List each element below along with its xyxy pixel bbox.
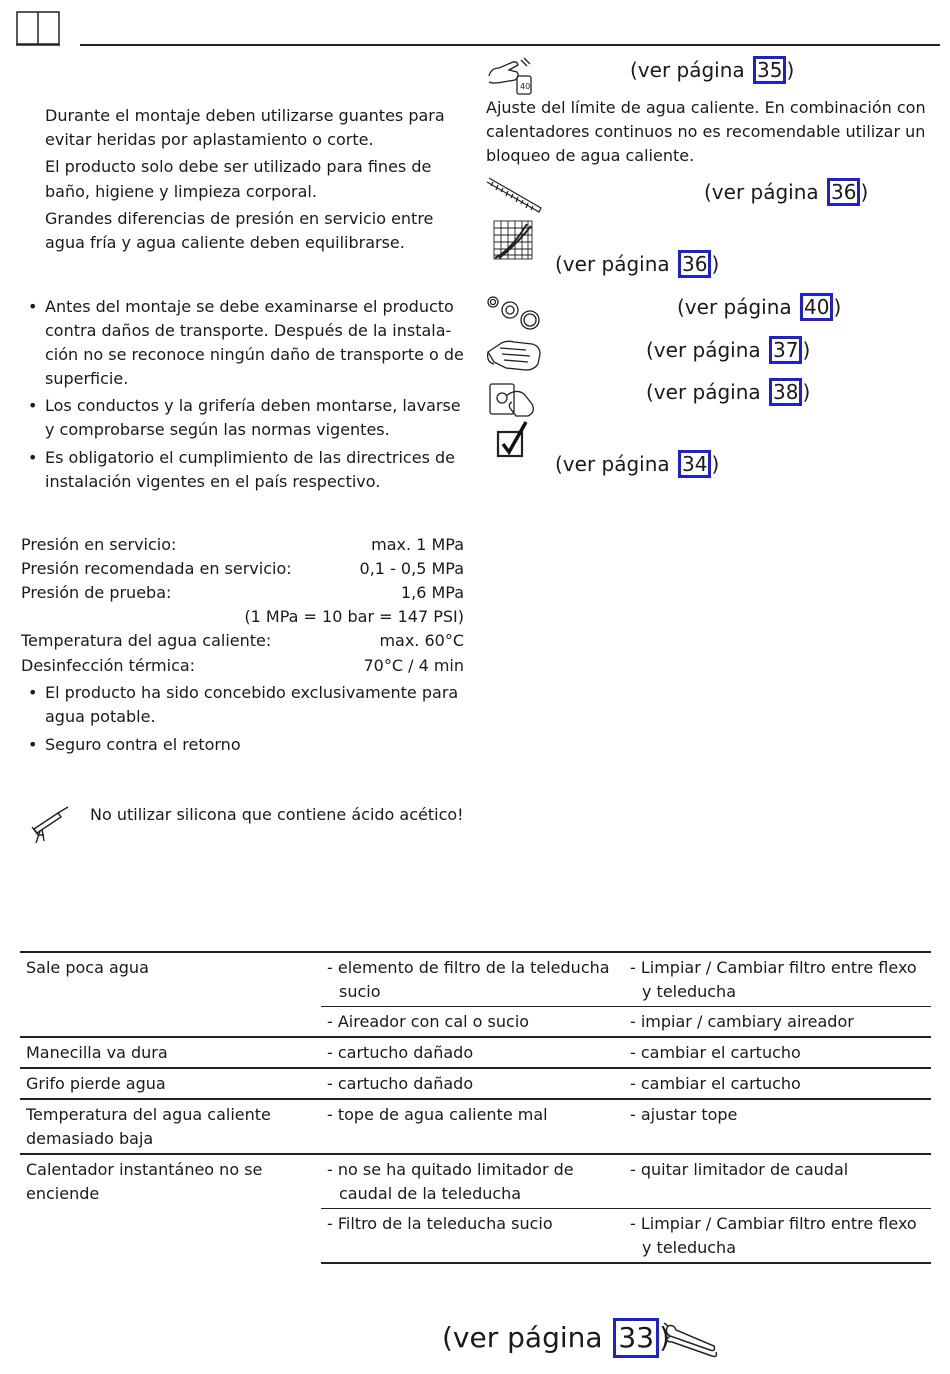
page-ref-prefix: (ver página	[677, 295, 799, 319]
dash: -	[630, 1012, 641, 1031]
problem-text: Sale poca agua	[26, 958, 149, 977]
cause-cell	[321, 1099, 624, 1154]
dash: -	[630, 958, 641, 977]
remedy-cell	[624, 1099, 931, 1154]
cause-text	[327, 1010, 618, 1034]
page-ref-prefix: (ver página	[646, 338, 768, 362]
tech-value: (1 MPa = 10 bar = 147 PSI)	[244, 607, 464, 626]
svg-text:40: 40	[520, 82, 531, 91]
page-number-link[interactable]: 40	[800, 293, 833, 321]
dash: -	[630, 1074, 641, 1093]
remedy-cell	[624, 1037, 931, 1068]
note-line: superficie.	[45, 369, 129, 388]
remedy-line: Limpiar / Cambiar filtro entre flexo	[640, 1214, 917, 1233]
wrench-icon	[662, 1320, 720, 1360]
safety-line: agua fría y agua caliente deben equilibrarse.	[45, 233, 405, 252]
problem-cell	[20, 1037, 321, 1068]
dash: -	[630, 1160, 641, 1179]
page-ref-38[interactable]	[646, 378, 810, 406]
hot-water-text: bloqueo de agua caliente.	[486, 146, 695, 165]
tech-note-line: agua potable.	[45, 707, 156, 726]
bullet: •	[28, 396, 38, 415]
note-line: ción no se reconoce ningún daño de transporte o de	[45, 345, 464, 364]
page-ref-prefix: (ver página	[555, 452, 677, 476]
note-line: Antes del montaje se debe examinarse el producto	[45, 297, 454, 316]
tech-label: Presión recomendada en servicio:	[21, 559, 292, 578]
cause-text	[327, 1158, 618, 1182]
cause-line: Filtro de la teleducha sucio	[337, 1214, 553, 1233]
tech-note-line: Seguro contra el retorno	[45, 735, 241, 754]
page-number-link[interactable]: 35	[753, 56, 786, 84]
cause-line: no se ha quitado limitador de	[337, 1160, 574, 1179]
dash: -	[327, 1105, 338, 1124]
problem-text: Grifo pierde agua	[26, 1074, 166, 1093]
dash: -	[630, 1214, 641, 1233]
thermostat-hand-icon	[487, 56, 535, 98]
cause-cell	[321, 1154, 624, 1209]
remedy-text	[630, 980, 925, 1004]
tech-label: Presión de prueba:	[21, 583, 172, 602]
cause-line: cartucho dañado	[337, 1043, 474, 1062]
cause-cell	[321, 1007, 624, 1038]
bullet: •	[28, 735, 38, 754]
dash: -	[327, 1214, 338, 1233]
page-ref-prefix: (ver página	[704, 180, 826, 204]
remedy-line: y teleducha	[642, 1238, 736, 1257]
dash: -	[327, 1012, 338, 1031]
cause-text	[327, 1103, 618, 1127]
cause-line: sucio	[339, 982, 381, 1001]
safety-line: El producto solo debe ser utilizado para fines de	[45, 157, 432, 176]
table-row	[20, 1154, 931, 1209]
page-ref-suffix: )	[711, 252, 720, 276]
remedy-text	[630, 956, 925, 980]
silicone-gun-icon	[28, 805, 72, 845]
hot-water-text: calentadores continuos no es recomendable utilizar un	[486, 122, 926, 141]
page-number-link[interactable]: 36	[827, 178, 860, 206]
page-ref-prefix: (ver página	[646, 380, 768, 404]
remedy-line: cambiar el cartucho	[640, 1043, 801, 1062]
cause-cell	[321, 1037, 624, 1068]
page-ref-suffix: )	[860, 180, 869, 204]
bullet: •	[28, 448, 38, 467]
page-ref-suffix: )	[802, 380, 811, 404]
note-line: Los conductos y la grifería deben montarse, lavarse	[45, 396, 461, 415]
page-ref-prefix: (ver página	[555, 252, 677, 276]
tech-label: Presión en servicio:	[21, 535, 177, 554]
remedy-text	[630, 1158, 925, 1182]
dash: -	[630, 1043, 641, 1062]
remedy-line: Limpiar / Cambiar filtro entre flexo	[640, 958, 917, 977]
silicone-warning: No utilizar silicona que contiene ácido acético!	[90, 805, 464, 824]
remedy-text	[630, 1041, 925, 1065]
remedy-text	[630, 1072, 925, 1096]
table-row	[20, 1068, 931, 1099]
tech-note-line: El producto ha sido concebido exclusivamente para	[45, 683, 459, 702]
remedy-line: quitar limitador de caudal	[640, 1160, 849, 1179]
cause-line: Aireador con cal o sucio	[337, 1012, 530, 1031]
note-line: instalación vigentes en el país respectivo.	[45, 472, 381, 491]
remedy-cell	[624, 1068, 931, 1099]
dash: -	[327, 958, 338, 977]
table-row	[20, 1099, 931, 1154]
cause-line: cartucho dañado	[337, 1074, 474, 1093]
page-ref-suffix: )	[711, 452, 720, 476]
remedy-line: cambiar el cartucho	[640, 1074, 801, 1093]
table-row	[20, 1037, 931, 1068]
spare-parts-icon	[486, 294, 542, 332]
page-ref-35[interactable]	[630, 56, 794, 84]
safety-line: evitar heridas por aplastamiento o corte.	[45, 130, 374, 149]
tech-label: Desinfección térmica:	[21, 656, 196, 675]
hot-water-text: Ajuste del límite de agua caliente. En combinación con	[486, 98, 926, 117]
remedy-cell	[624, 1154, 931, 1209]
cause-line: caudal de la teleducha	[339, 1184, 522, 1203]
note-line: Es obligatorio el cumplimiento de las directrices de	[45, 448, 455, 467]
problem-text: demasiado baja	[26, 1129, 154, 1148]
problem-cell	[20, 1068, 321, 1099]
tech-value: 70°C / 4 min	[363, 656, 464, 675]
problem-text: Calentador instantáneo no se	[26, 1160, 263, 1179]
tech-label: Temperatura del agua caliente:	[21, 631, 272, 650]
safety-line: Grandes diferencias de presión en servicio entre	[45, 209, 434, 228]
dash: -	[327, 1043, 338, 1062]
page-ref-suffix: )	[659, 1321, 670, 1354]
problem-text: Manecilla va dura	[26, 1043, 168, 1062]
safety-line: Durante el montaje deben utilizarse guantes para	[45, 106, 445, 125]
page-ref-36[interactable]	[704, 178, 868, 206]
page-number-link[interactable]: 37	[769, 336, 802, 364]
cause-line: tope de agua caliente mal	[337, 1105, 548, 1124]
remedy-cell	[624, 952, 931, 1007]
problem-cell	[20, 952, 321, 1037]
page-ref-suffix: )	[802, 338, 811, 362]
dash: -	[630, 1105, 641, 1124]
remedy-text	[630, 1212, 925, 1236]
bullet: •	[28, 683, 38, 702]
page-number-link[interactable]: 36	[678, 250, 711, 278]
page-ref-suffix: )	[833, 295, 842, 319]
cleaning-hand-icon	[486, 334, 544, 374]
page-ref-33[interactable]	[442, 1318, 670, 1358]
remedy-cell	[624, 1209, 931, 1264]
page-ref-prefix: (ver página	[630, 58, 752, 82]
tech-value: max. 1 MPa	[371, 535, 464, 554]
cause-cell	[321, 1209, 624, 1264]
ruler-icon	[485, 178, 543, 218]
cause-cell	[321, 1068, 624, 1099]
problem-cell	[20, 1099, 321, 1154]
header-rule	[80, 44, 940, 46]
cause-line: elemento de filtro de la teleducha	[337, 958, 610, 977]
dash: -	[327, 1160, 338, 1179]
operation-hand-icon	[488, 378, 538, 418]
tech-value: 1,6 MPa	[400, 583, 464, 602]
page-number-link[interactable]: 38	[769, 378, 802, 406]
page-ref-40[interactable]	[677, 293, 841, 321]
page-number-link[interactable]: 33	[613, 1318, 659, 1358]
remedy-text	[630, 1010, 925, 1034]
note-line: y comprobarse según las normas vigentes.	[45, 420, 390, 439]
remedy-text	[630, 1103, 925, 1127]
cause-text	[327, 1072, 618, 1096]
cause-text	[327, 1212, 618, 1236]
flow-diagram-icon	[493, 220, 533, 260]
cause-text	[327, 1182, 618, 1206]
remedy-line: y teleducha	[642, 982, 736, 1001]
problem-text: Temperatura del agua caliente	[26, 1105, 271, 1124]
page-ref-37[interactable]	[646, 336, 810, 364]
page-ref-36b[interactable]	[555, 250, 719, 278]
cause-text	[327, 1041, 618, 1065]
checkbox-check-icon	[496, 420, 532, 460]
page-number-link[interactable]: 34	[678, 450, 711, 478]
page-ref-prefix: (ver página	[442, 1321, 612, 1354]
remedy-line: impiar / cambiary aireador	[640, 1012, 854, 1031]
remedy-line: ajustar tope	[640, 1105, 738, 1124]
cause-cell	[321, 952, 624, 1007]
page-ref-suffix: )	[786, 58, 795, 82]
dash: -	[327, 1074, 338, 1093]
table-row	[20, 952, 931, 1007]
page-ref-34[interactable]	[555, 450, 719, 478]
book-icon	[15, 9, 63, 47]
note-line: contra daños de transporte. Después de la instala-	[45, 321, 452, 340]
safety-line: baño, higiene y limpieza corporal.	[45, 182, 317, 201]
problem-text: enciende	[26, 1184, 100, 1203]
tech-value: max. 60°C	[379, 631, 464, 650]
cause-text	[327, 956, 618, 980]
cause-text	[327, 980, 618, 1004]
bullet: •	[28, 297, 38, 316]
remedy-text	[630, 1236, 925, 1260]
problem-cell	[20, 1154, 321, 1263]
tech-value: 0,1 - 0,5 MPa	[359, 559, 464, 578]
troubleshooting-table	[20, 951, 931, 1264]
remedy-cell	[624, 1007, 931, 1038]
